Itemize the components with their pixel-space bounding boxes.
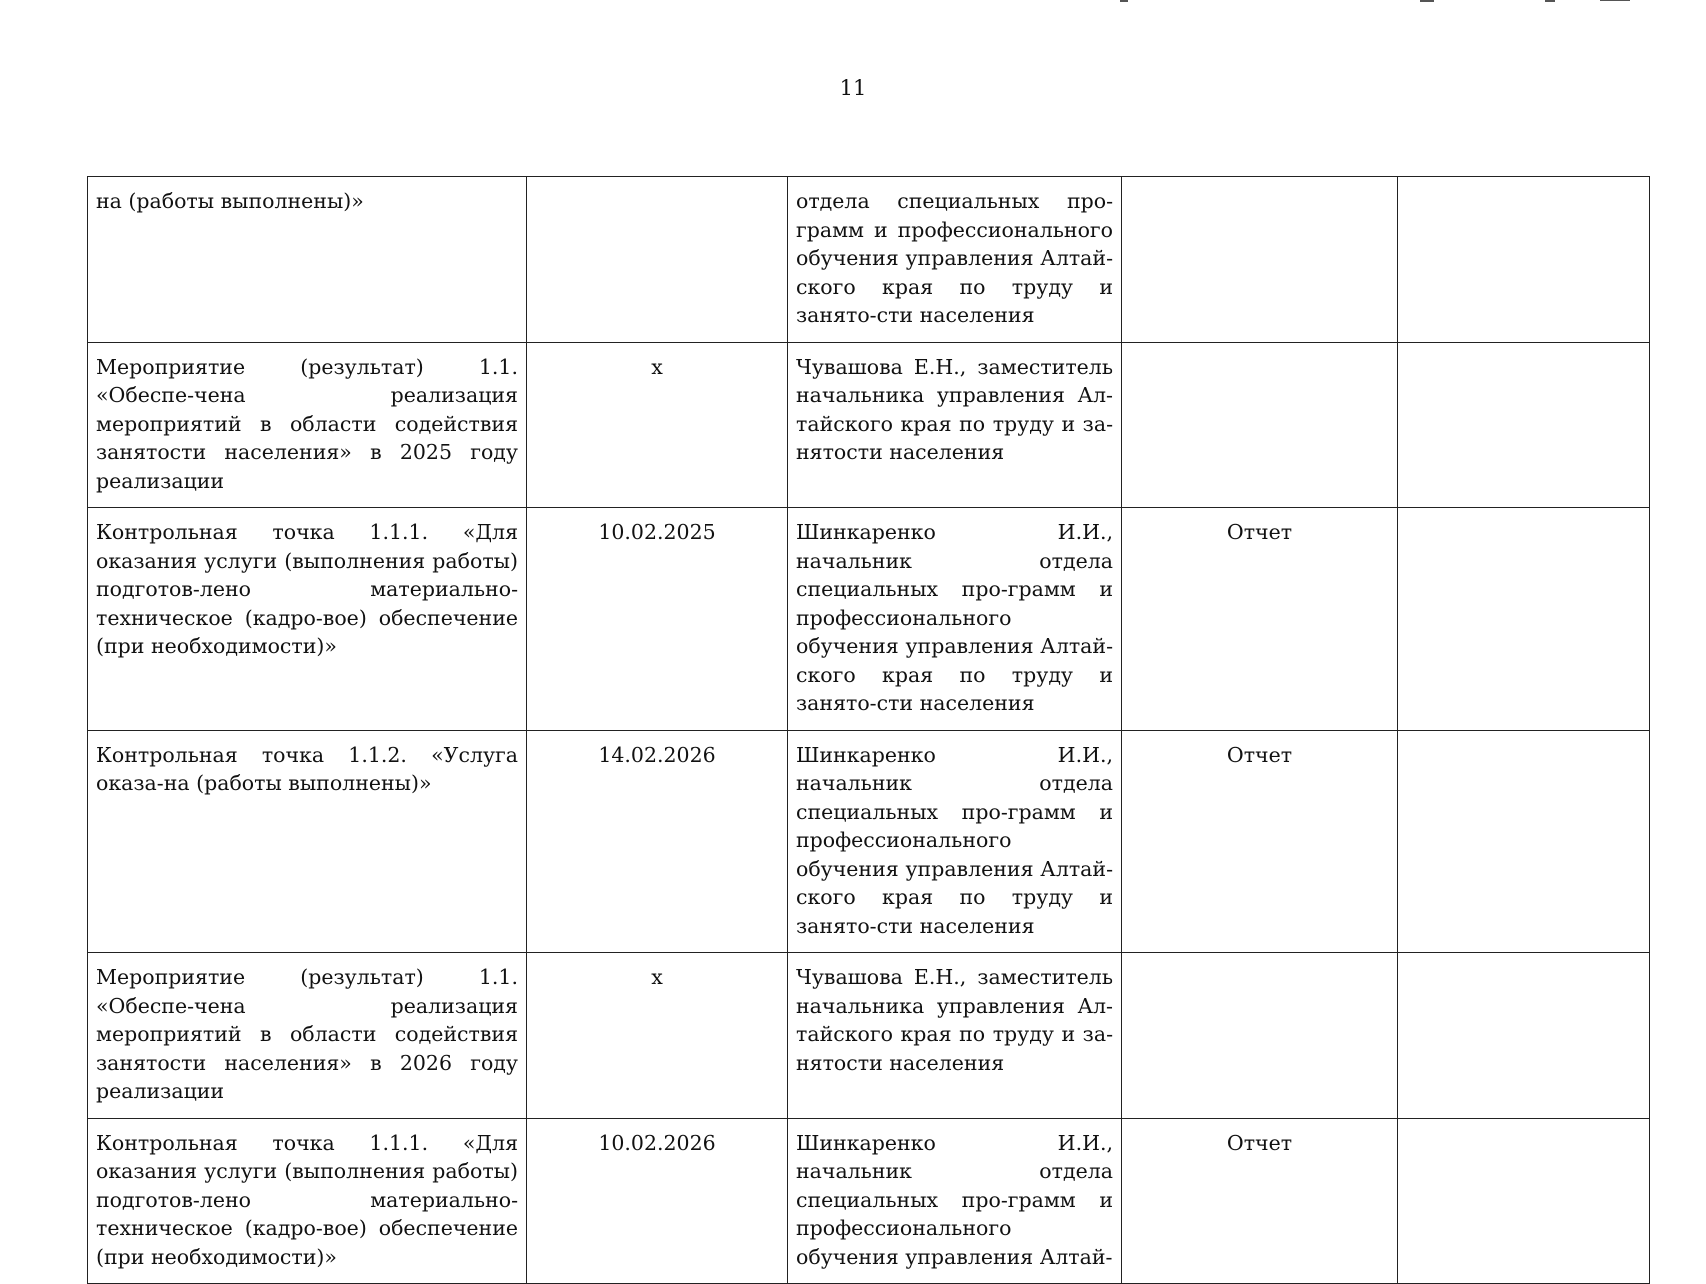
scan-artifact — [1420, 0, 1434, 2]
deadline-cell — [527, 177, 788, 343]
deadline-cell: x — [527, 342, 788, 508]
event-name-cell: Контрольная точка 1.1.1. «Для оказания услуги (выполнения работы) подготов-лено материально-техническое (кадро-вое) обеспечение (при необходимости)» — [88, 1118, 527, 1284]
scan-artifact — [1120, 0, 1128, 2]
document-type-cell: Отчет — [1122, 1118, 1398, 1284]
deadline-cell: 14.02.2026 — [527, 730, 788, 953]
table-row — [88, 177, 1650, 343]
document-type-cell: Отчет — [1122, 730, 1398, 953]
responsible-person-cell: Шинкаренко И.И., начальник отдела специальных про-грамм и профессионального обучения управления Алтай-ского края по труду и занято-сти населения — [788, 730, 1122, 953]
note-cell — [1398, 730, 1650, 953]
scan-artifact — [1600, 0, 1630, 1]
document-type-cell — [1122, 177, 1398, 343]
responsible-person-cell: Шинкаренко И.И., начальник отдела специальных про-грамм и профессионального обучения управления Алтай- — [788, 1118, 1122, 1284]
deadline-cell: 10.02.2026 — [527, 1118, 788, 1284]
event-name-cell: на (работы выполнены)» — [88, 177, 527, 343]
document-type-cell — [1122, 953, 1398, 1119]
event-name-cell: Контрольная точка 1.1.1. «Для оказания услуги (выполнения работы) подготов-лено материально-техническое (кадро-вое) обеспечение (при необходимости)» — [88, 508, 527, 731]
event-name-cell: Мероприятие (результат) 1.1. «Обеспе-чена реализация мероприятий в области содействия занятости населения» в 2026 году реализации — [88, 953, 527, 1119]
responsible-person-cell: Шинкаренко И.И., начальник отдела специальных про-грамм и профессионального обучения управления Алтай-ского края по труду и занято-сти населения — [788, 508, 1122, 731]
document-type-cell — [1122, 342, 1398, 508]
scan-artifact — [1545, 0, 1555, 2]
page-number: 11 — [839, 76, 867, 100]
note-cell — [1398, 1118, 1650, 1284]
note-cell — [1398, 342, 1650, 508]
table-row — [88, 1118, 1650, 1284]
event-name-cell: Контрольная точка 1.1.2. «Услуга оказа-на (работы выполнены)» — [88, 730, 527, 953]
responsible-person-cell: Чувашова Е.Н., заместитель начальника управления Ал-тайского края по труду и за-нятости населения — [788, 953, 1122, 1119]
table-row — [88, 508, 1650, 731]
note-cell — [1398, 953, 1650, 1119]
event-name-cell: Мероприятие (результат) 1.1. «Обеспе-чена реализация мероприятий в области содействия занятости населения» в 2025 году реализации — [88, 342, 527, 508]
table-row — [88, 730, 1650, 953]
note-cell — [1398, 177, 1650, 343]
deadline-cell: 10.02.2025 — [527, 508, 788, 731]
implementation-plan-table — [87, 176, 1650, 1284]
note-cell — [1398, 508, 1650, 731]
document-type-cell: Отчет — [1122, 508, 1398, 731]
responsible-person-cell: отдела специальных про-грамм и профессионального обучения управления Алтай-ского края по труду и занято-сти населения — [788, 177, 1122, 343]
table-row — [88, 953, 1650, 1119]
deadline-cell: x — [527, 953, 788, 1119]
responsible-person-cell: Чувашова Е.Н., заместитель начальника управления Ал-тайского края по труду и за-нятости населения — [788, 342, 1122, 508]
table-row — [88, 342, 1650, 508]
